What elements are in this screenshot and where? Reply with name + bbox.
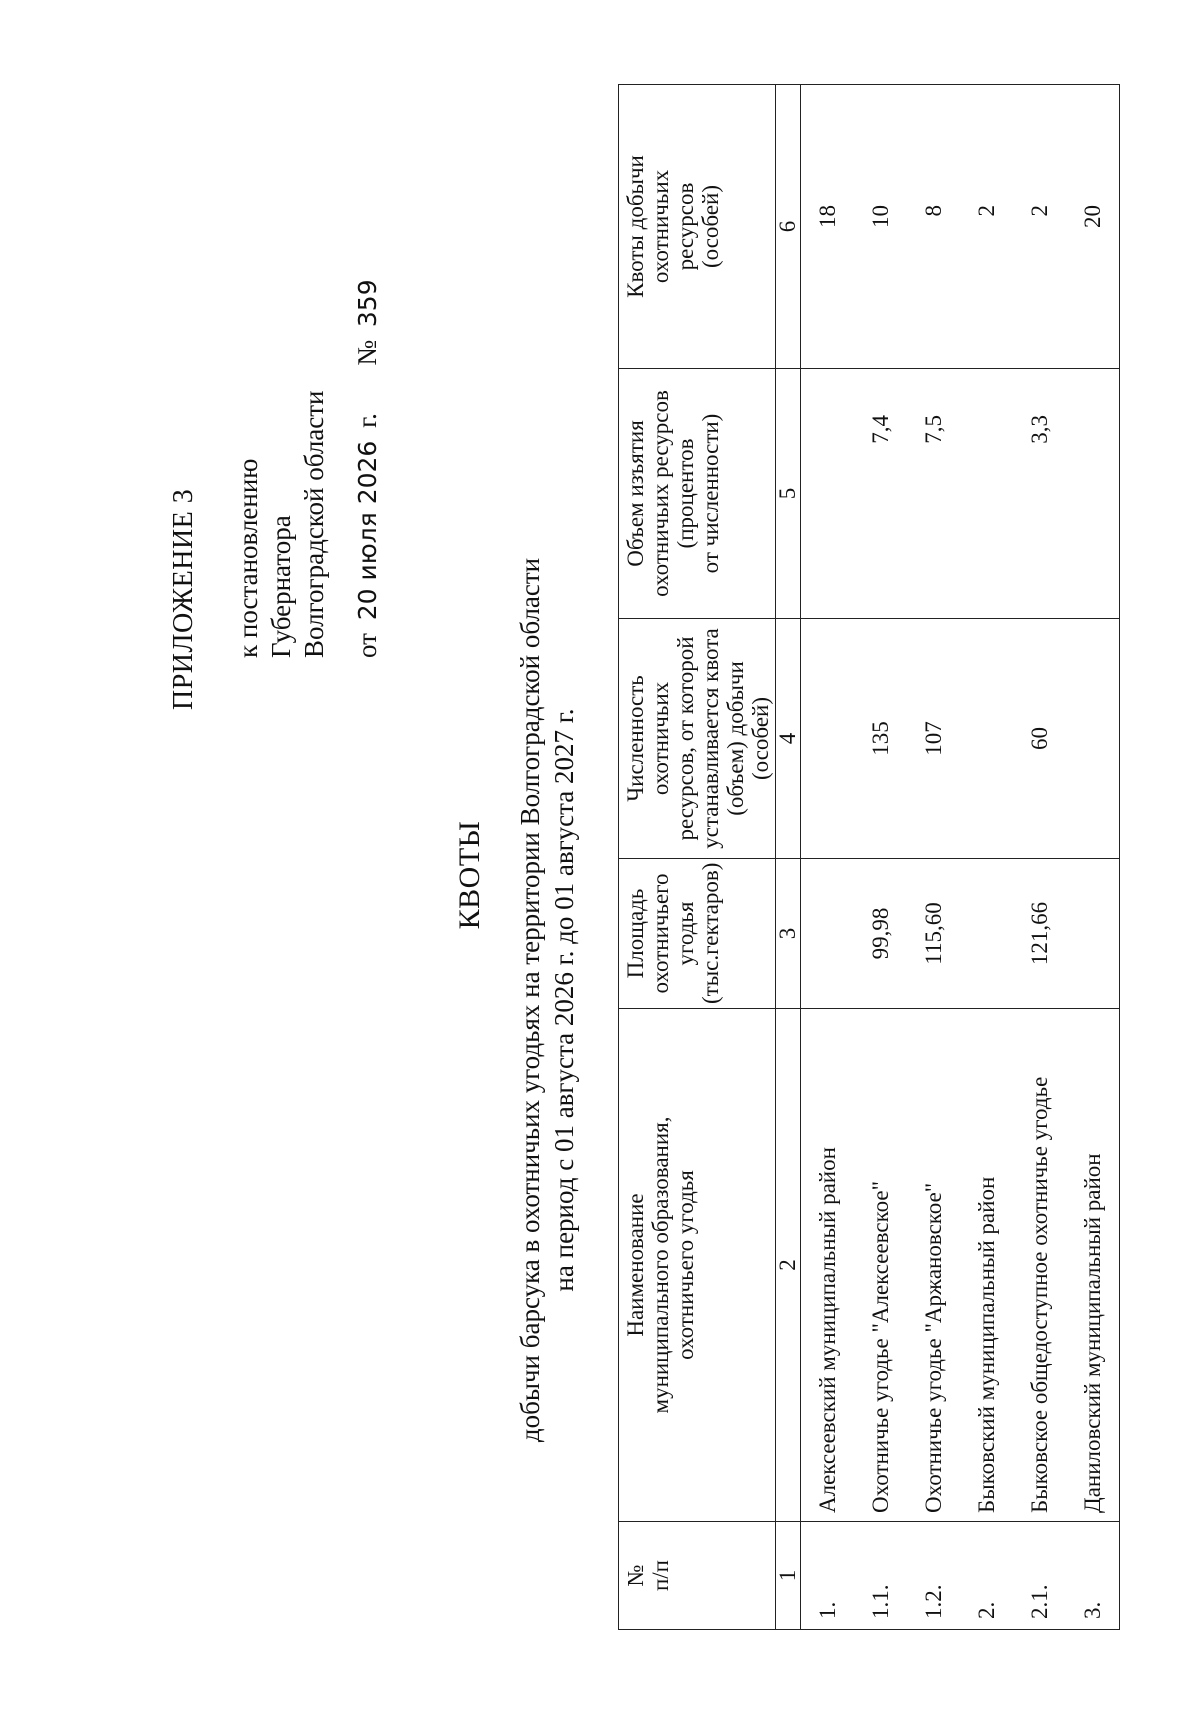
row-quota: 8: [907, 85, 960, 369]
row-number: 3.: [1066, 1522, 1120, 1630]
row-quota: 20: [1066, 85, 1120, 369]
decree-line-1: к постановлению: [233, 458, 263, 658]
table-row: [960, 85, 1013, 1630]
row-population: [801, 619, 855, 859]
column-number: 6: [776, 85, 801, 369]
decree-block: [232, 390, 331, 658]
row-number: 1.: [801, 1522, 855, 1630]
row-number: 1.2.: [907, 1522, 960, 1630]
decree-date: 20 июля 2026: [353, 440, 382, 621]
row-percent: 3,3: [1013, 369, 1066, 619]
row-percent: 7,5: [907, 369, 960, 619]
document-subtitle-line-2: на период с 01 августа 2026 г. до 01 августа 2027 г.: [549, 708, 579, 1292]
row-area: [1066, 859, 1120, 1009]
row-quota: 2: [960, 85, 1013, 369]
row-name: Быковское общедоступное охотничье угодье: [1013, 1009, 1066, 1522]
column-number: 1: [776, 1522, 801, 1630]
row-name: Алексеевский муниципальный район: [801, 1009, 855, 1522]
table-row: [1013, 85, 1066, 1630]
row-quota: 18: [801, 85, 855, 369]
document-subtitle-line-1: добычи барсука в охотничьих угодьях на территории Волгоградской области: [515, 557, 545, 1443]
row-number: 1.1.: [854, 1522, 907, 1630]
row-population: 60: [1013, 619, 1066, 859]
header-area: Площадь охотничьего угодья (тыс.гектаров): [619, 859, 776, 1009]
row-population: [960, 619, 1013, 859]
row-area: 115,60: [907, 859, 960, 1009]
table-column-number-row: [776, 85, 801, 1630]
row-name: Охотничье угодье "Алексеевское": [854, 1009, 907, 1522]
document-title: КВОТЫ: [453, 820, 486, 930]
row-area: 99,98: [854, 859, 907, 1009]
header-name: Наименование муниципального образования, охотничьего угодья: [619, 1009, 776, 1522]
table-row: [801, 85, 855, 1630]
row-name: Охотничье угодье "Аржановское": [907, 1009, 960, 1522]
header-number: № п/п: [619, 1522, 776, 1630]
table-row: [1066, 85, 1120, 1630]
table-row: [907, 85, 960, 1630]
from-label: от: [352, 633, 382, 658]
row-population: 107: [907, 619, 960, 859]
row-quota: 2: [1013, 85, 1066, 369]
number-label: №: [352, 339, 382, 366]
column-number: 3: [776, 859, 801, 1009]
decree-number: 359: [353, 279, 382, 328]
row-quota: 10: [854, 85, 907, 369]
row-name: Быковский муниципальный район: [960, 1009, 1013, 1522]
column-number: 5: [776, 369, 801, 619]
header-quota: Квоты добычи охотничьих ресурсов (особей): [619, 85, 776, 369]
decree-reference: [352, 273, 383, 658]
decree-line-2: Губернатора: [266, 515, 296, 658]
decree-line-3: Волгоградской области: [299, 390, 329, 658]
row-percent: [801, 369, 855, 619]
column-number: 4: [776, 619, 801, 859]
row-percent: [960, 369, 1013, 619]
row-population: 135: [854, 619, 907, 859]
table-header-row: [619, 85, 776, 1630]
row-name: Даниловский муниципальный район: [1066, 1009, 1120, 1522]
quota-table: [618, 84, 1120, 1630]
row-percent: 7,4: [854, 369, 907, 619]
row-area: [801, 859, 855, 1009]
row-area: 121,66: [1013, 859, 1066, 1009]
header-percent: Объем изъятия охотничьих ресурсов (процентов от численности): [619, 369, 776, 619]
row-population: [1066, 619, 1120, 859]
column-number: 2: [776, 1009, 801, 1522]
header-population: Численность охотничьих ресурсов, от которой устанавливается квота (объем) добычи (особей): [619, 619, 776, 859]
row-number: 2.1.: [1013, 1522, 1066, 1630]
row-number: 2.: [960, 1522, 1013, 1630]
row-area: [960, 859, 1013, 1009]
appendix-title: ПРИЛОЖЕНИЕ 3: [168, 488, 199, 710]
year-suffix: г.: [352, 413, 382, 428]
row-percent: [1066, 369, 1120, 619]
table-row: [854, 85, 907, 1630]
